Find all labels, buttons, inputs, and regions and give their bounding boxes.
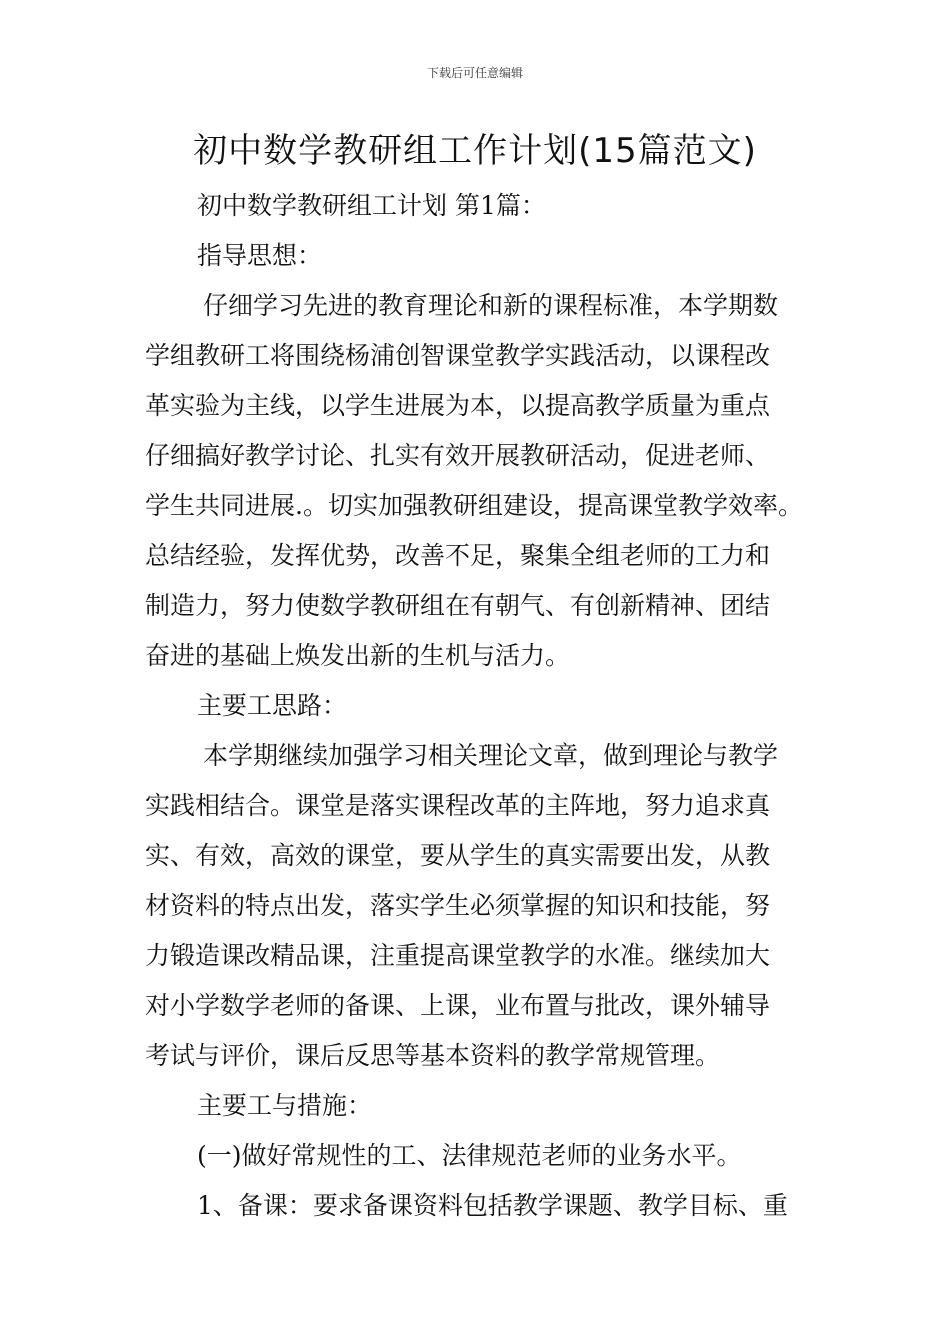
- body-line: 材资料的特点出发，落实学生必须掌握的知识和技能，努: [145, 891, 771, 920]
- body-line: 本学期继续加强学习相关理论文章，做到理论与教学: [203, 741, 779, 770]
- body-line: 总结经验，发挥优势，改善不足，聚集全组老师的工力和: [145, 541, 771, 570]
- document-title: 初中数学教研组工作计划(15篇范文): [193, 131, 757, 171]
- body-line: 初中数学教研组工计划 第1篇：: [197, 191, 546, 220]
- body-line: 考试与评价，课后反思等基本资料的教学常规管理。: [145, 1041, 721, 1070]
- body-line: 主要工与措施：: [197, 1091, 373, 1120]
- body-line: 奋进的基础上焕发出新的生机与活力。: [145, 641, 571, 670]
- body-line: 力锻造课改精品课，注重提高课堂教学的水准。继续加大: [145, 941, 771, 970]
- body-line: (一)做好常规性的工、法律规范老师的业务水平。: [197, 1141, 742, 1170]
- body-line: 实、有效，高效的课堂，要从学生的真实需要出发，从教: [145, 841, 771, 870]
- body-line: 制造力，努力使数学教研组在有朝气、有创新精神、团结: [145, 591, 771, 620]
- body-line: 革实验为主线，以学生进展为本，以提高教学质量为重点: [145, 391, 771, 420]
- body-line: 仔细搞好教学讨论、扎实有效开展教研活动，促进老师、: [145, 441, 771, 470]
- header-note: 下载后可任意编辑: [426, 66, 523, 80]
- body-line: 对小学数学老师的备课、上课，业布置与批改，课外辅导: [145, 991, 771, 1020]
- body-line: 主要工思路：: [197, 691, 348, 720]
- document-body: [145, 181, 815, 1231]
- body-line: 学生共同进展.。切实加强教研组建设，提高课堂教学效率。: [145, 491, 803, 520]
- body-line: 学组教研工将围绕杨浦创智课堂教学实践活动，以课程改: [145, 341, 771, 370]
- body-line: 实践相结合。课堂是落实课程改革的主阵地，努力追求真: [145, 791, 771, 820]
- body-line: 1、备课：要求备课资料包括教学课题、教学目标、重: [197, 1191, 788, 1220]
- body-line: 仔细学习先进的教育理论和新的课程标准，本学期数: [203, 291, 779, 320]
- body-line: 指导思想：: [197, 241, 323, 270]
